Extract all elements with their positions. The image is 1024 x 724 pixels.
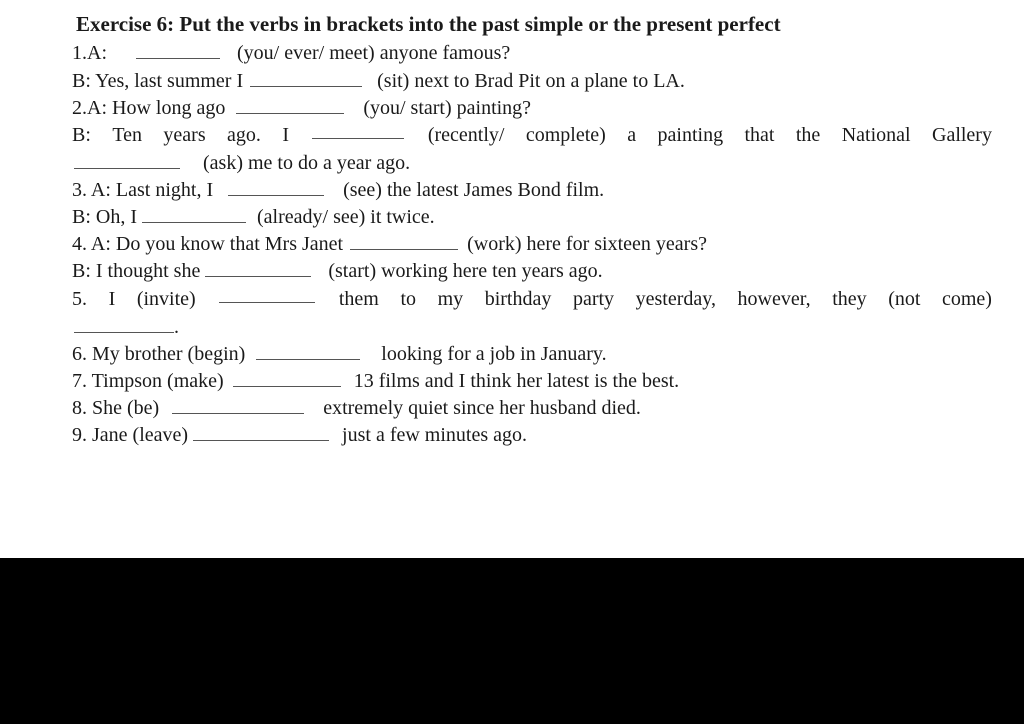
word: them — [338, 288, 379, 310]
word: National — [841, 124, 911, 146]
exercise-line-9 — [72, 422, 527, 448]
line-text: (see) the latest James Bond film. — [343, 179, 605, 201]
exercise-line-4a — [72, 231, 707, 257]
black-band — [0, 558, 1024, 724]
exercise-line-1b — [72, 68, 685, 94]
word: ago. — [227, 124, 261, 146]
line-text: 8. She (be) — [72, 397, 160, 419]
exercise-title: Exercise 6: Put the verbs in brackets into the past simple or the present perfect — [76, 12, 781, 36]
word: the — [795, 124, 821, 146]
exercise-line-2c — [72, 150, 410, 176]
line-text: (already/ see) it twice. — [257, 206, 435, 228]
answer-blank-13[interactable] — [233, 370, 341, 387]
exercise-line-2b — [72, 122, 992, 148]
exercise-line-2a — [72, 95, 531, 121]
line-text: (work) here for sixteen years? — [467, 233, 707, 255]
word: a — [627, 124, 637, 146]
exercise-line-3b — [72, 204, 435, 230]
word: they — [832, 288, 867, 310]
answer-blank-9[interactable] — [205, 260, 311, 277]
line-text: (sit) next to Brad Pit on a plane to LA. — [377, 70, 685, 92]
word: complete) — [525, 124, 606, 146]
line-text: 7. Timpson (make) — [72, 370, 224, 392]
exercise-line-4b — [72, 258, 603, 284]
line-text: B: I thought she — [72, 260, 201, 282]
answer-blank-2[interactable] — [250, 70, 362, 87]
word: birthday — [484, 288, 552, 310]
answer-blank-4[interactable] — [312, 122, 404, 139]
word: B: — [72, 124, 91, 146]
exercise-line-5b — [72, 314, 179, 340]
exercise-line-1a — [72, 40, 510, 66]
line-text: 6. My brother (begin) — [72, 343, 246, 365]
answer-blank-3[interactable] — [236, 97, 344, 114]
line-text: 1.A: — [72, 42, 107, 64]
answer-blank-11[interactable] — [74, 316, 174, 333]
word: (recently/ — [427, 124, 505, 146]
exercise-line-5a — [72, 286, 992, 312]
word: Ten — [112, 124, 143, 146]
word: 5. — [72, 288, 87, 310]
line-text: 9. Jane (leave) — [72, 424, 189, 446]
word: my — [437, 288, 464, 310]
word: painting — [657, 124, 724, 146]
word: party — [572, 288, 615, 310]
line-text: . — [174, 316, 179, 338]
line-text: (you/ start) painting? — [363, 97, 532, 119]
word: that — [744, 124, 775, 146]
line-text: looking for a job in January. — [381, 343, 607, 365]
word: Gallery — [932, 124, 992, 146]
answer-blank-14[interactable] — [172, 397, 304, 414]
answer-blank-12[interactable] — [256, 343, 360, 360]
line-text: (start) working here ten years ago. — [328, 260, 603, 282]
answer-blank-1[interactable] — [136, 42, 220, 59]
line-text: (you/ ever/ meet) anyone famous? — [237, 42, 511, 64]
exercise-line-6 — [72, 341, 607, 367]
answer-blank-6[interactable] — [228, 179, 324, 196]
line-text: 3. A: Last night, I — [72, 179, 214, 201]
word: (not — [888, 288, 921, 310]
word: to — [400, 288, 416, 310]
line-text: 4. A: Do you know that Mrs Janet — [72, 233, 344, 255]
answer-blank-15[interactable] — [193, 424, 329, 441]
word: (invite) — [136, 288, 196, 310]
line-text: (ask) me to do a year ago. — [203, 152, 411, 174]
word: I — [108, 288, 116, 310]
answer-blank-5[interactable] — [74, 152, 180, 169]
line-text: 13 films and I think her latest is the best. — [353, 370, 680, 392]
word: I — [282, 124, 289, 146]
line-text: extremely quiet since her husband died. — [323, 397, 641, 419]
answer-blank-10[interactable] — [219, 286, 315, 303]
word: yesterday, — [635, 288, 716, 310]
answer-blank-7[interactable] — [142, 206, 246, 223]
exercise-line-3a — [72, 177, 604, 203]
line-text: just a few minutes ago. — [342, 424, 528, 446]
answer-blank-8[interactable] — [350, 233, 458, 250]
word: years — [163, 124, 206, 146]
word: however, — [737, 288, 811, 310]
exercise-line-7 — [72, 368, 679, 394]
line-text: B: Oh, I — [72, 206, 137, 228]
word: come) — [942, 288, 992, 310]
line-text: B: Yes, last summer I — [72, 70, 244, 92]
exercise-line-8 — [72, 395, 641, 421]
line-text: 2.A: How long ago — [72, 97, 226, 119]
